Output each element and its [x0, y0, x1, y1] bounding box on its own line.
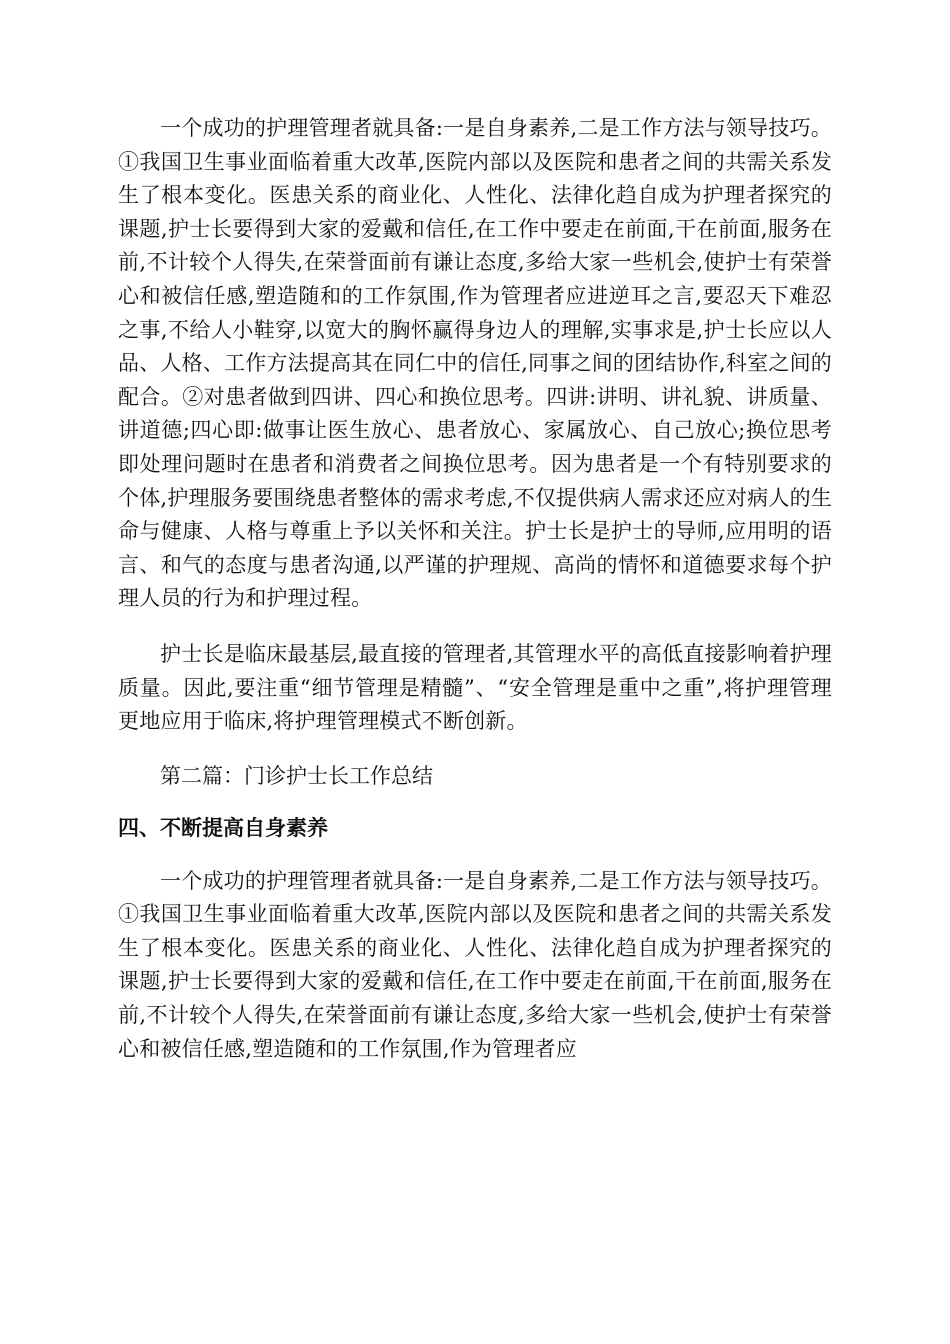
section-heading: 四、不断提高自身素养 — [118, 815, 328, 840]
chapter-heading: 第二篇：门诊护士长工作总结 — [160, 763, 433, 788]
body-paragraph-3: 一个成功的护理管理者就具备:一是自身素养,二是工作方法与领导技巧。①我国卫生事业面临着重大改革,医院内部以及医院和患者之间的共需关系发生了根本变化。医患关系的商业化、人性化、法律化趋自成为护理者探究的课题,护士长要得到大家的爱戴和信任,在工作中要走在前面,干在前面,服务在前,不计较个人得失,在荣誉面前有谦让态度,多给大家一些机会,使护士有荣誉心和被信任感,塑造随和的工作氛围,作为管理者应 — [118, 868, 832, 1061]
document-page — [118, 112, 832, 1066]
body-paragraph-2: 护士长是临床最基层,最直接的管理者,其管理水平的高低直接影响着护理质量。因此,要注重“细节管理是精髓”、“安全管理是重中之重”,将护理管理更地应用于临床,将护理管理模式不断创新。 — [118, 641, 832, 734]
body-paragraph-1: 一个成功的护理管理者就具备:一是自身素养,二是工作方法与领导技巧。①我国卫生事业面临着重大改革,医院内部以及医院和患者之间的共需关系发生了根本变化。医患关系的商业化、人性化、法律化趋自成为护理者探究的课题,护士长要得到大家的爱戴和信任,在工作中要走在前面,干在前面,服务在前,不计较个人得失,在荣誉面前有谦让态度,多给大家一些机会,使护士有荣誉心和被信任感,塑造随和的工作氛围,作为管理者应进逆耳之言,要忍天下难忍之事,不给人小鞋穿,以宽大的胸怀赢得身边人的理解,实事求是,护士长应以人品、人格、工作方法提高其在同仁中的信任,同事之间的团结协作,科室之间的配合。②对患者做到四讲、四心和换位思考。四讲:讲明、讲礼貌、讲质量、讲道德;四心即:做事让医生放心、患者放心、家属放心、自己放心;换位思考即处理问题时在患者和消费者之间换位思考。因为患者是一个有特别要求的个体,护理服务要围绕患者整体的需求考虑,不仅提供病人需求还应对病人的生命与健康、人格与尊重上予以关怀和关注。护士长是护士的导师,应用明的语言、和气的态度与患者沟通,以严谨的护理规、高尚的情怀和道德要求每个护理人员的行为和护理过程。 — [118, 116, 832, 611]
